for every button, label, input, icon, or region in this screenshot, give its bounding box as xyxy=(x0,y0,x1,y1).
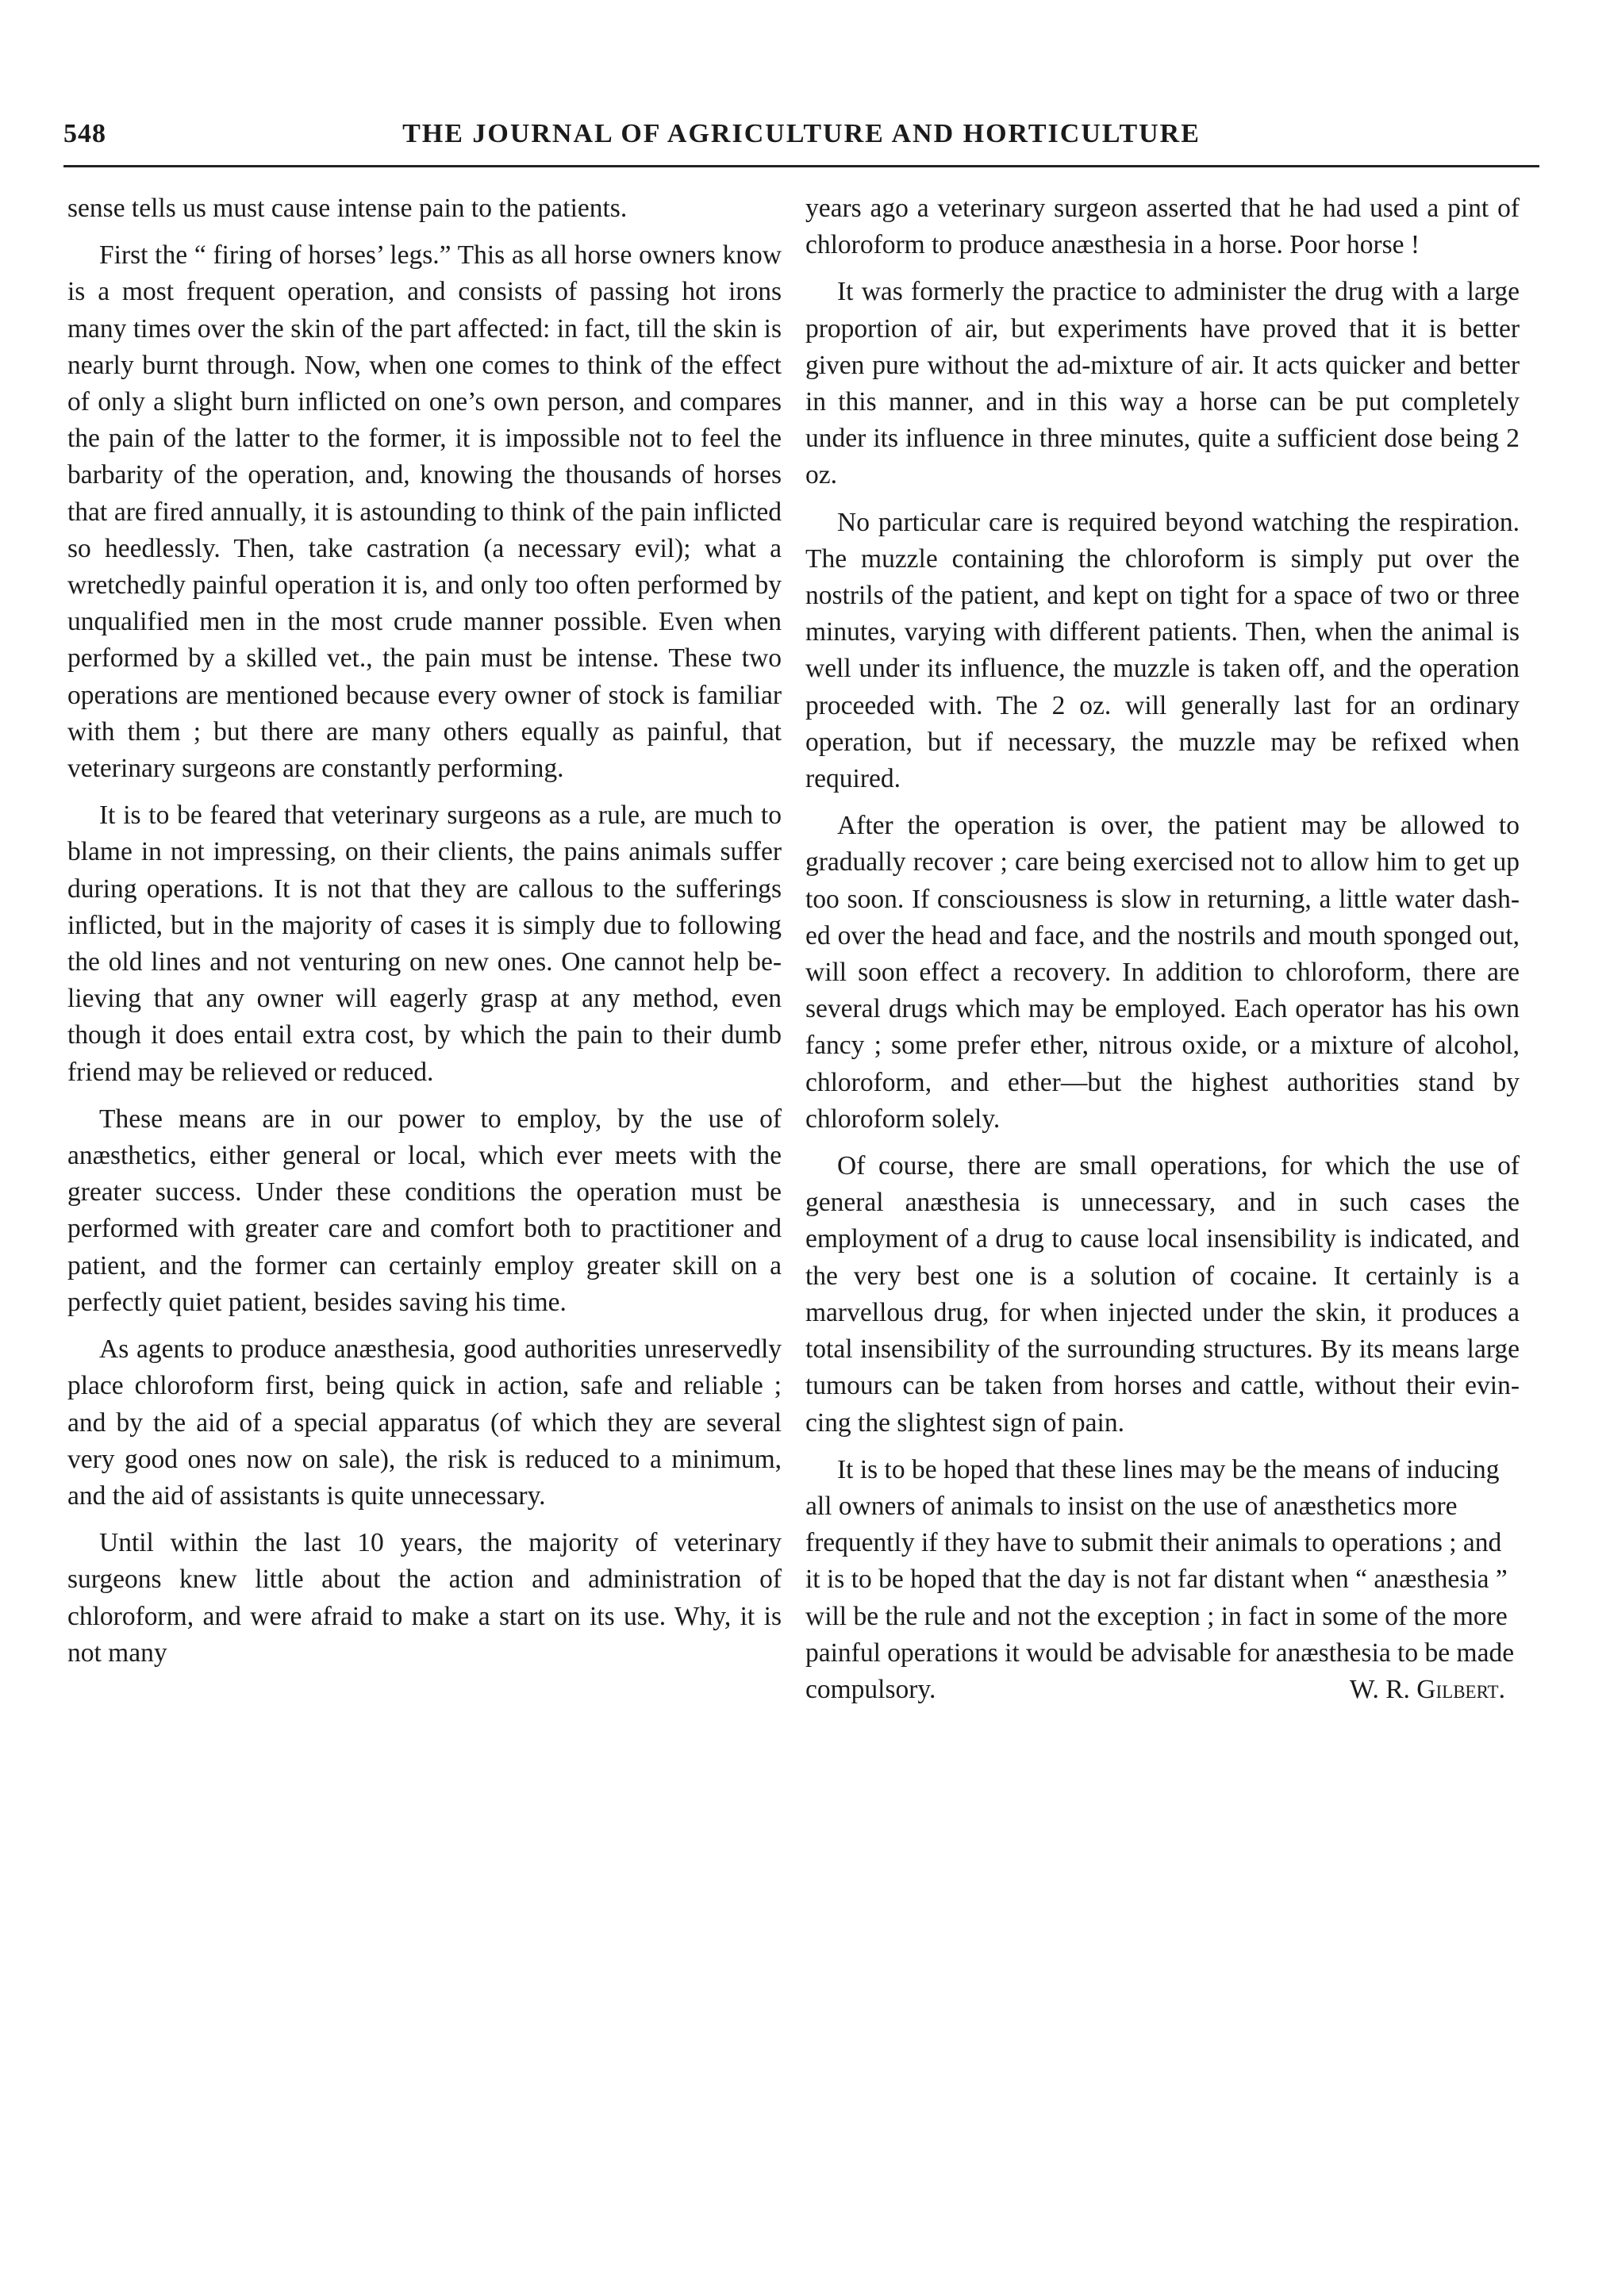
paragraph-text: It is to be hoped that these lines may be the means of inducing all owners of animals to insist on the use of anæsthetics more frequently if they have to submit their animals to operations ; and it is to be hoped that the day is not far distant when “ anæsthesia ” will be the rule and not the exception ; in fact in some of the more painful operations it would be advisable for anæsthesia to be made compulsory. xyxy=(805,1454,1515,1704)
paragraph: sense tells us must cause intense pain to the patients. xyxy=(67,194,628,223)
paragraph: years ago a veterinary surgeon asserted that he had used a pint of chloroform to produce anæsthesia in a horse. Poor horse ! xyxy=(805,194,1520,260)
running-title: THE JOURNAL OF AGRICULTURE AND HORTICULTURE xyxy=(402,119,1201,148)
right-column xyxy=(805,190,1520,1718)
paragraph: After the operation is over, the patient may be allowed to gradually recover ; care being exercised not to allow him to get up too soon. If consciousness is slow in returning, a little water dashed over the head and face, and the nostrils and mouth sponged out, will soon effect a recovery. In addition to chloroform, there are several drugs which may be employed. Each operator has his own fancy ; some prefer ether, nitrous oxide, or a mixture of alcohol, chloroform, and ether—but the highest authorities stand by chloroform solely. xyxy=(805,811,1520,1134)
paragraph: Of course, there are small operations, for which the use of general anæsthesia is unnecessary, and in such cases the employment of a drug to cause local insensibility is indicated, and the very best one is a solution of cocaine. It certainly is a marvellous drug, for when injected under the skin, it produces a total insensibility of the surrounding structures. By its means large tumours can be taken from horses and cattle, without their evincing the slightest sign of pain. xyxy=(805,1151,1520,1438)
paragraph: These means are in our power to employ, by the use of anæsthetics, either general or local, which ever meets with the greater success. Under these conditions the operation must be performed with greater care and comfort both to practitioner and patient, and the former can certainly employ greater skill on a perfectly quiet patient, besides saving his time. xyxy=(67,1104,782,1317)
closing-paragraph xyxy=(805,1452,1520,1708)
paragraph: First the “ firing of horses’ legs.” This as all horse owners know is a most frequent operation, and consists of passing hot irons many times over the skin of the part affected: in fact, till the skin is nearly burnt through. Now, when one comes to think of the effect of only a slight burn inflicted on one’s own person, and compares the pain of the latter to the former, it is impossible not to feel the barbarity of the operation, and, knowing the thousands of horses that are fired annually, it is astounding to think of the pain inflicted so heedlessly. Then, take castration (a necessary evil); what a wretchedly painful operation it is, and only too often performed by unqualified men in the most crude manner possible. Even when performed by a skilled vet., the pain must be intense. These two operations are mentioned because every owner of stock is familiar with them ; but there are many others equally as painful, that veterinary surgeons are constantly performing. xyxy=(67,240,782,784)
paragraph: No particular care is required beyond watching the respiration. The muzzle containing the chloroform is simply put over the nostrils of the patient, and kept on tight for a space of two or three minutes, varying with different patients. Then, when the animal is well under its influence, the muzzle is taken off, and the operation proceeded with. The 2 oz. will generally last for an ordinary operation, but if necessary, the muzzle may be refixed when required. xyxy=(805,507,1520,794)
left-column xyxy=(67,190,782,1682)
paragraph: It was formerly the practice to administer the drug with a large proportion of air, but experiments have proved that it is better given pure without the ad-mixture of air. It acts quicker and better in this manner, and in this way a horse can be put completely under its influence in three minutes, quite a sufficient dose being 2 oz. xyxy=(805,277,1520,490)
header-rule xyxy=(63,165,1539,167)
page-number: 548 xyxy=(63,119,106,148)
page-header xyxy=(63,119,1539,159)
paragraph: It is to be feared that veterinary surgeons as a rule, are much to blame in not impressing, on their clients, the pains animals suffer during operations. It is not that they are callous to the sufferings inflicted, but in the majority of cases it is simply due to following the old lines and not venturing on new ones. One cannot help believing that any owner will eagerly grasp at any method, even though it does entail extra cost, by which the pain to their dumb friend may be relieved or reduced. xyxy=(67,801,782,1087)
paragraph: Until within the last 10 years, the majority of veterinary surgeons knew little about the action and administration of chloroform, and were afraid to make a start on its use. Why, it is not many xyxy=(67,1528,782,1668)
author-signature: W. R. Gilbert. xyxy=(1349,1674,1505,1704)
paragraph: As agents to produce anæsthesia, good authorities unreservedly place chloroform first, being quick in action, safe and reliable ; and by the aid of a special apparatus (of which they are several very good ones now on sale), the risk is reduced to a minimum, and the aid of assistants is quite unnecessary. xyxy=(67,1334,782,1511)
